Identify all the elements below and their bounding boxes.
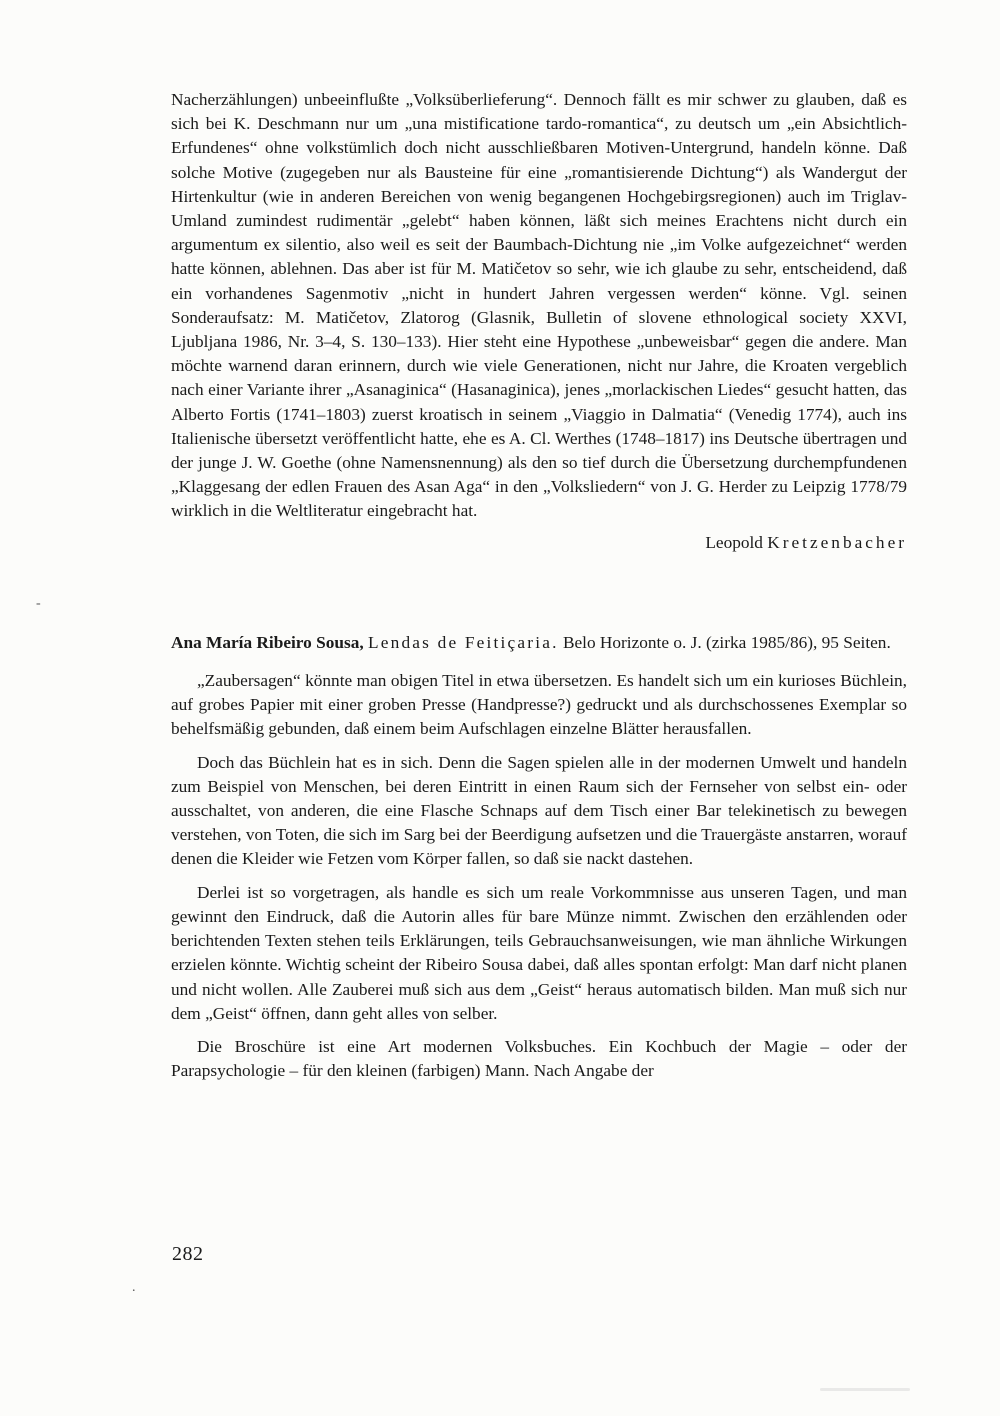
review-book-title: Lendas de Feitiçaria.: [368, 632, 559, 652]
scan-artifact-margin-dash: -: [36, 596, 41, 611]
review-paragraph-3: Derlei ist so vorgetragen, als handle es sich um reale Vorkommnisse aus unseren Tagen, und man gewinnt den Eindruck, daß die Autorin alles für bare Münze nimmt. Zwischen den erzählenden oder berichtenden Texten stehen teils Erklärungen, teils Gebrauchsanweisungen, wie man ähnliche Wirkungen erzielen könnte. Wichtig scheint der Ribeiro Sousa dabei, daß alles spontan erfolgt: Man darf nicht planen und nicht wollen. Alle Zauberei muß sich aus dem „Geist“ heraus automatisch bilden. Man muß sich nur dem „Geist“ öffnen, dann geht alles von selber.: [171, 882, 907, 1023]
scan-artifact-smudge: [820, 1388, 910, 1391]
review-author-name: Ana María Ribeiro Sousa,: [171, 632, 364, 652]
article-closing-paragraph: Nacherzählungen) unbeeinflußte „Volksüberlieferung“. Dennoch fällt es mir schwer zu glauben, daß es sich bei K. Deschmann nur um „una mistificatione tardo-romantica“, zu deutsch um „ein Absichtlich-Erfundenes“ ohne volkstümlich doch nicht ausschließbaren Motiven-Untergrund, handeln könne. Daß solche Motive (zugegeben nur als Bausteine für eine „romantisierende Dichtung“) als Wandergut der Hirtenkultur (wie in anderen Bereichen von wenig begangenen Hochgebirgsregionen) auch im Triglav-Umland zumindest rudimentär „gelebt“ haben können, läßt sich meines Erachtens nicht durch ein argumentum ex silentio, also weil es seit der Baumbach-Dichtung nie „im Volke aufgezeichnet“ werden hatte können, ablehnen. Das aber ist für M. Matičetov so sehr, wie ich glaube zu sehr, entscheidend, daß ein vorhandenes Sagenmotiv „nicht in hundert Jahren vergessen werden“ könne. Vgl. seinen Sonderaufsatz: M. Matičetov, Zlatorog (Glasnik, Bulletin of slovene ethnological society XXVI, Ljubljana 1986, Nr. 3–4, S. 130–133). Hier steht eine Hypothese „unbeweisbar“ gegen die andere. Man möchte warnend daran erinnern, durch wie viele Generationen, nicht nur Jahre, die Kroaten vergeblich nach einer Variante ihrer „Asanaginica“ (Hasanaginica), jenes „morlackischen Liedes“ gesucht hatten, das Alberto Fortis (1741–1803) zuerst kroatisch in seinem „Viaggio in Dalmatia“ (Venedig 1774), auch ins Italienische übersetzt veröffentlicht hatte, ehe es A. Cl. Werthes (1748–1817) ins Deutsche übertragen und der junge J. W. Goethe (ohne Namensnennung) als den so tief durch die Übersetzung durchempfundenen „Klaggesang der edlen Frauen des Asan Aga“ in den „Volksliedern“ von J. G. Herder zu Leipzig 1778/79 wirklich in die Weltliteratur eingebracht hat.: [171, 90, 907, 521]
page-number: 282: [172, 1243, 204, 1265]
scan-artifact-stray-dot: .: [132, 1280, 136, 1295]
signature-last-name: Kretzenbacher: [767, 532, 907, 552]
review-paragraph-4: Die Broschüre ist eine Art modernen Volksbuches. Ein Kochbuch der Magie – oder der Parapsychologie – für den kleinen (farbigen) Mann. Nach Angabe der: [171, 1036, 907, 1081]
review-heading: [171, 631, 907, 655]
article-signature: [171, 531, 907, 555]
review-imprint: Belo Horizonte o. J. (zirka 1985/86), 95 Seiten.: [562, 632, 891, 652]
review-paragraph-2: Doch das Büchlein hat es in sich. Denn die Sagen spielen alle in der modernen Umwelt und handeln zum Beispiel von Menschen, bei deren Eintritt in einen Raum sich der Fernseher von selbst ein- oder ausschaltet, von anderen, die eine Flasche Schnaps auf dem Tisch einer Bar telekinetisch zu bewegen verstehen, von Toten, die sich im Sarg bei der Beerdigung aufsetzen und die Trauergäste anstarren, worauf denen die Kleider wie Fetzen vom Körper fallen, so daß sie nackt dastehen.: [171, 752, 907, 869]
signature-first-name: Leopold: [705, 532, 763, 552]
text-block: [171, 88, 907, 1083]
review-paragraph-1: „Zaubersagen“ könnte man obigen Titel in etwa übersetzen. Es handelt sich um ein kurioses Büchlein, auf grobes Papier mit einer groben Presse (Handpresse?) gedruckt und als durchschossenes Exemplar so behelfsmäßig gebunden, daß einem beim Aufschlagen einzelne Blätter herausfallen.: [171, 671, 907, 739]
